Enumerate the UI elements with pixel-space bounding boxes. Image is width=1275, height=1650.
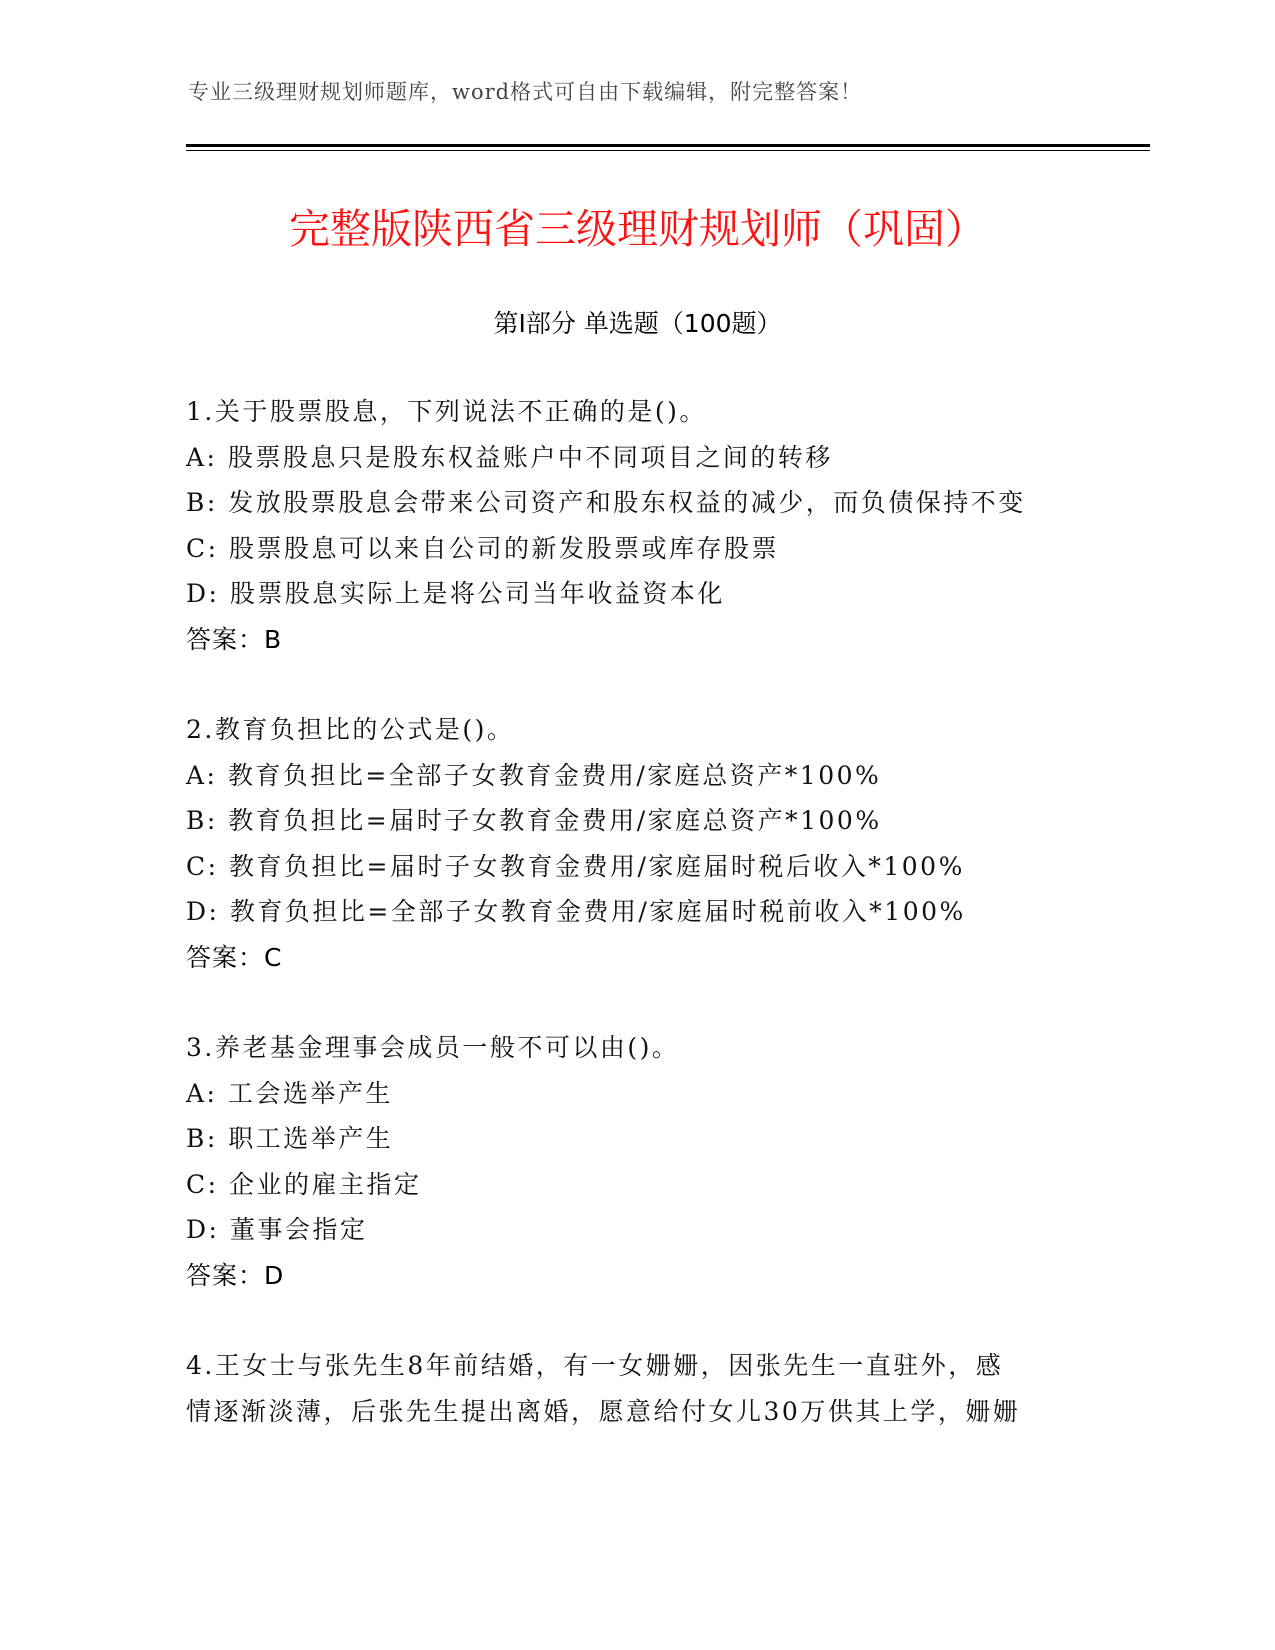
- option-b: B: 教育负担比=届时子女教育金费用/家庭总资产*100%: [186, 806, 882, 835]
- option-d: D: 董事会指定: [186, 1215, 368, 1244]
- section-title: 第Ⅰ部分 单选题（100题）: [493, 309, 782, 338]
- answer-line: 答案：C: [186, 942, 283, 972]
- header-rule-thick: [186, 144, 1150, 147]
- question-stem-line-1: 4.王女士与张先生8年前结婚，有一女姗姗，因张先生一直驻外，感: [186, 1351, 1004, 1380]
- option-a: A: 教育负担比=全部子女教育金费用/家庭总资产*100%: [186, 760, 882, 790]
- header-note: 专业三级理财规划师题库，word格式可自由下载编辑，附完整答案！: [188, 80, 863, 104]
- question-stem: 2.教育负担比的公式是()。: [186, 715, 515, 744]
- question-stem: 1.关于股票股息，下列说法不正确的是()。: [186, 397, 707, 426]
- option-c: C: 教育负担比=届时子女教育金费用/家庭届时税后收入*100%: [186, 851, 965, 881]
- question-3: [186, 1025, 1086, 1298]
- option-c: C: 企业的雇主指定: [186, 1169, 422, 1199]
- question-stem: 3.养老基金理事会成员一般不可以由()。: [186, 1033, 680, 1062]
- question-4: [186, 1343, 1086, 1434]
- answer-line: 答案：D: [186, 1260, 285, 1290]
- question-1: [186, 389, 1086, 662]
- answer-line: 答案：B: [186, 624, 283, 654]
- document-title: 完整版陕西省三级理财规划师（巩固）: [289, 205, 986, 253]
- option-d: D: 股票股息实际上是将公司当年收益资本化: [186, 579, 725, 608]
- question-stem-line-2: 情逐渐淡薄，后张先生提出离婚，愿意给付女儿30万供其上学，姗姗: [186, 1396, 1021, 1426]
- option-c: C: 股票股息可以来自公司的新发股票或库存股票: [186, 533, 779, 563]
- question-2: [186, 707, 1086, 980]
- option-a: A: 工会选举产生: [186, 1078, 393, 1108]
- option-d: D: 教育负担比=全部子女教育金费用/家庭届时税前收入*100%: [186, 897, 966, 926]
- option-b: B: 职工选举产生: [186, 1124, 394, 1153]
- header-rule-thin: [186, 150, 1150, 151]
- option-a: A: 股票股息只是股东权益账户中不同项目之间的转移: [186, 442, 833, 472]
- option-b: B: 发放股票股息会带来公司资产和股东权益的减少，而负债保持不变: [186, 488, 1026, 517]
